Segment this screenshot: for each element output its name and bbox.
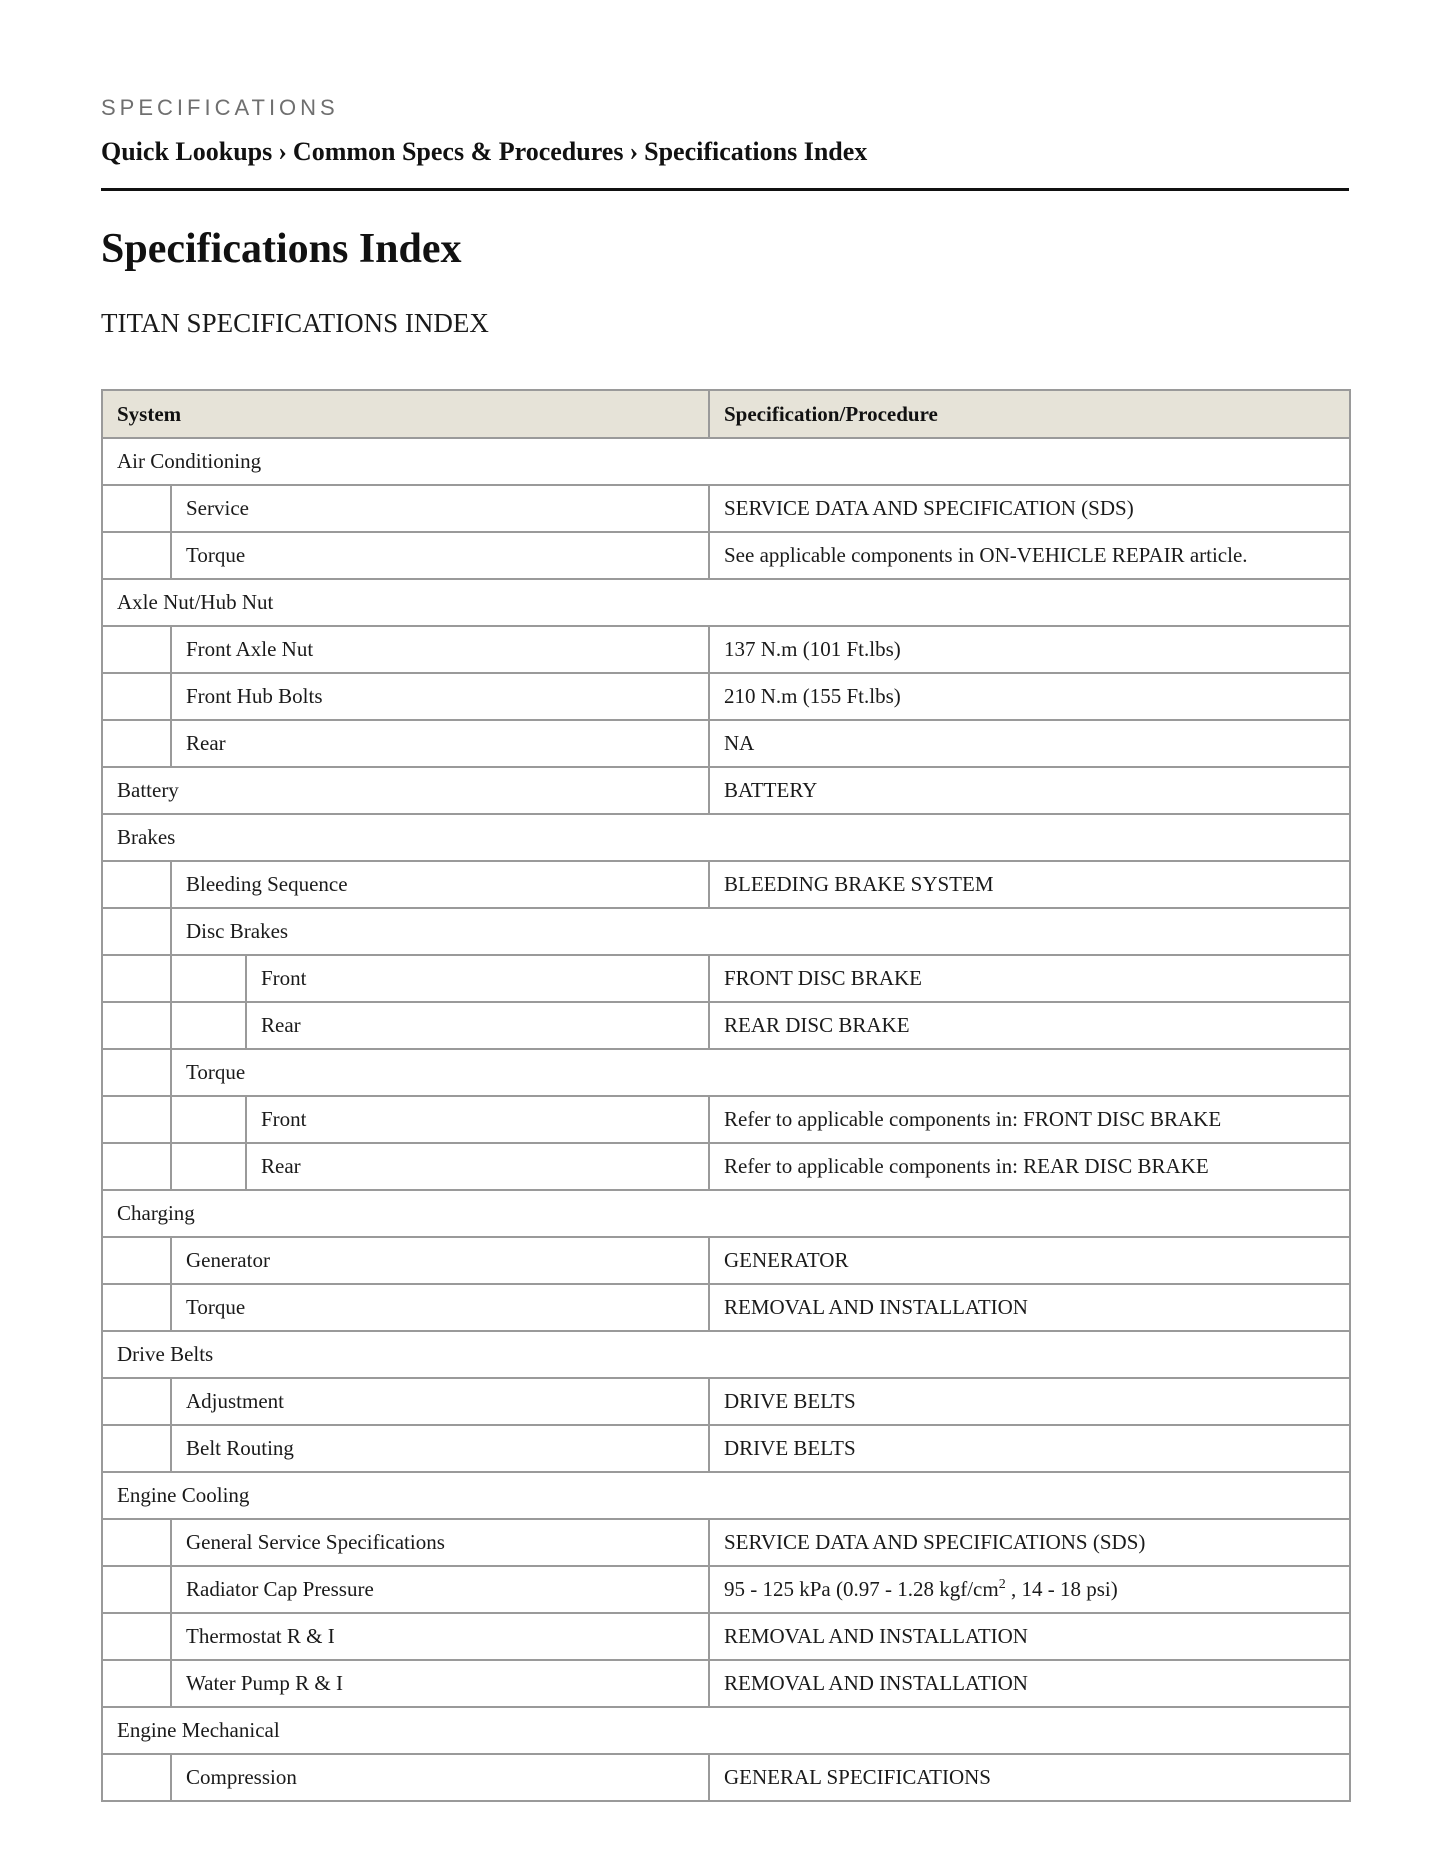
table-row [102,532,1350,579]
specification-cell: Refer to applicable components in: FRONT DISC BRAKE [709,1096,1350,1143]
indent-cell [171,1143,246,1190]
indent-cell [102,1519,171,1566]
specification-cell: 137 N.m (101 Ft.lbs) [709,626,1350,673]
table-row-system [102,1331,1350,1378]
indent-cell [102,861,171,908]
specification-cell: REAR DISC BRAKE [709,1002,1350,1049]
section-kicker: SPECIFICATIONS [101,95,339,120]
table-row-system [102,1472,1350,1519]
system-cell: Compression [171,1754,709,1801]
system-cell: Generator [171,1237,709,1284]
table-row [102,485,1350,532]
system-cell: Torque [171,1049,1350,1096]
specification-cell: 210 N.m (155 Ft.lbs) [709,673,1350,720]
specification-cell: NA [709,720,1350,767]
system-cell: Radiator Cap Pressure [171,1566,709,1613]
table-row [102,861,1350,908]
indent-cell [171,1096,246,1143]
system-cell: Drive Belts [102,1331,1350,1378]
system-cell: Thermostat R & I [171,1613,709,1660]
spec-superscript: 2 [998,1577,1006,1592]
system-cell: Brakes [102,814,1350,861]
system-cell: Rear [171,720,709,767]
specification-cell: SERVICE DATA AND SPECIFICATION (SDS) [709,485,1350,532]
system-cell: Charging [102,1190,1350,1237]
system-cell: Bleeding Sequence [171,861,709,908]
table-row [102,1378,1350,1425]
specification-cell: SERVICE DATA AND SPECIFICATIONS (SDS) [709,1519,1350,1566]
specification-cell: GENERAL SPECIFICATIONS [709,1754,1350,1801]
table-row [102,1425,1350,1472]
table-row [102,1660,1350,1707]
indent-cell [102,1754,171,1801]
specification-cell: Refer to applicable components in: REAR DISC BRAKE [709,1143,1350,1190]
specification-cell: DRIVE BELTS [709,1378,1350,1425]
system-cell: Belt Routing [171,1425,709,1472]
breadcrumb-separator: › [629,137,639,166]
specification-cell: REMOVAL AND INSTALLATION [709,1613,1350,1660]
system-cell: Service [171,485,709,532]
specification-cell: REMOVAL AND INSTALLATION [709,1284,1350,1331]
system-cell: Front Axle Nut [171,626,709,673]
system-cell: Torque [171,532,709,579]
table-row [102,1566,1350,1613]
system-cell: Air Conditioning [102,438,1350,485]
table-row [102,673,1350,720]
table-row [102,908,1350,955]
indent-cell [171,1002,246,1049]
specification-cell: See applicable components in ON-VEHICLE REPAIR article. [709,532,1350,579]
table-row [102,1284,1350,1331]
header-divider [101,188,1349,191]
indent-cell [102,1143,171,1190]
specification-cell [709,1566,1350,1613]
indent-cell [102,908,171,955]
system-cell: Rear [246,1143,709,1190]
column-header-specification: Specification/Procedure [709,390,1350,438]
table-row [102,1613,1350,1660]
system-cell: General Service Specifications [171,1519,709,1566]
table-row [102,720,1350,767]
table-row [102,1002,1350,1049]
breadcrumb-item-current: Specifications Index [644,137,868,166]
system-cell: Front Hub Bolts [171,673,709,720]
page-title: Specifications Index [101,226,462,272]
system-cell: Torque [171,1284,709,1331]
indent-cell [102,532,171,579]
table-body [102,438,1350,1801]
indent-cell [102,1096,171,1143]
indent-cell [171,955,246,1002]
table-row-system [102,1190,1350,1237]
specification-cell: FRONT DISC BRAKE [709,955,1350,1002]
specifications-table [101,389,1351,1802]
system-cell: Adjustment [171,1378,709,1425]
indent-cell [102,1660,171,1707]
system-cell: Rear [246,1002,709,1049]
system-cell: Engine Mechanical [102,1707,1350,1754]
column-header-system: System [102,390,709,438]
indent-cell [102,485,171,532]
table-row [102,626,1350,673]
indent-cell [102,1378,171,1425]
indent-cell [102,720,171,767]
specification-cell: BATTERY [709,767,1350,814]
breadcrumb-separator: › [278,137,287,166]
system-cell: Axle Nut/Hub Nut [102,579,1350,626]
system-cell: Disc Brakes [171,908,1350,955]
system-cell: Front [246,1096,709,1143]
specification-cell: GENERATOR [709,1237,1350,1284]
system-cell: Water Pump R & I [171,1660,709,1707]
table-row-system [102,767,1350,814]
breadcrumb-item-quick-lookups[interactable]: Quick Lookups [101,137,273,166]
indent-cell [102,1284,171,1331]
indent-cell [102,626,171,673]
table-row [102,1096,1350,1143]
indent-cell [102,1613,171,1660]
table-header-row [102,390,1350,438]
page-subtitle: TITAN SPECIFICATIONS INDEX [101,308,489,338]
indent-cell [102,1566,171,1613]
spec-text-tail: , 14 - 18 psi) [1005,1577,1118,1601]
table-row-system [102,579,1350,626]
table-row-system [102,814,1350,861]
system-cell: Battery [102,767,709,814]
indent-cell [102,673,171,720]
specification-cell: DRIVE BELTS [709,1425,1350,1472]
table-row [102,1237,1350,1284]
table-row [102,1754,1350,1801]
table-row [102,1049,1350,1096]
indent-cell [102,1049,171,1096]
breadcrumb [101,137,867,167]
system-cell: Front [246,955,709,1002]
spec-text: 95 - 125 kPa (0.97 - 1.28 kgf/cm [724,1577,999,1601]
indent-cell [102,955,171,1002]
table-row-system [102,1707,1350,1754]
table-row [102,1519,1350,1566]
indent-cell [102,1002,171,1049]
table-row [102,1143,1350,1190]
table-row [102,955,1350,1002]
breadcrumb-item-common-specs[interactable]: Common Specs & Procedures [292,137,624,166]
indent-cell [102,1425,171,1472]
indent-cell [102,1237,171,1284]
specification-cell: BLEEDING BRAKE SYSTEM [709,861,1350,908]
specification-cell: REMOVAL AND INSTALLATION [709,1660,1350,1707]
system-cell: Engine Cooling [102,1472,1350,1519]
table-row-system [102,438,1350,485]
